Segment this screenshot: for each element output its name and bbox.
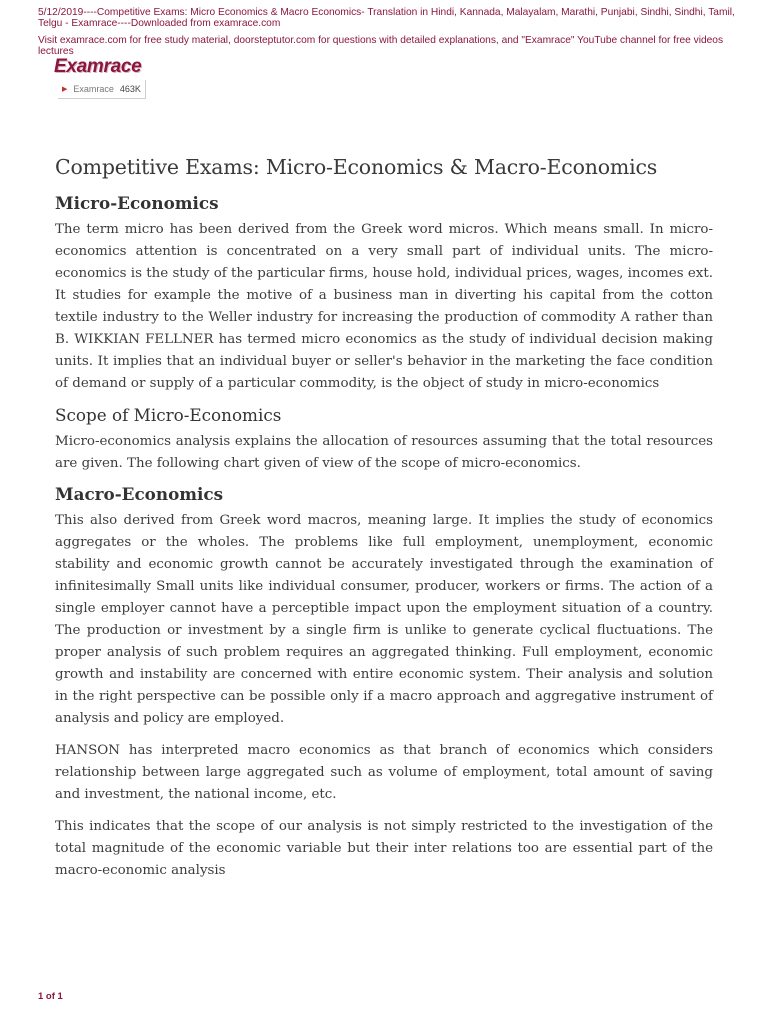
subscriber-count: 463K [119, 84, 141, 94]
youtube-subscribe-badge[interactable] [58, 80, 146, 99]
macro-paragraph: This indicates that the scope of our analysis is not simply restricted to the investigation of the total magnitude of the economic variable but their inter relations too are essential part of the macro-economic analysis [55, 819, 713, 878]
article [55, 150, 713, 882]
macro-economics-heading: Macro-Economics [55, 484, 224, 504]
page-title: Competitive Exams: Micro-Economics & Macro-Economics [55, 155, 658, 179]
examrace-logo[interactable]: Examrace [54, 56, 142, 77]
micro-economics-paragraph: The term micro has been derived from the Greek word micros. Which means small. In micro-economics attention is concentrated on a very small part of individual units. The micro-economics is the study of the particular firms, house hold, individual prices, wages, incomes ext. It studies for example the motive of a business man in diverting his capital from the cotton textile industry to the Weller industry for increasing the production of commodity A rather than B. WIKKIAN FELLNER has termed micro economics as the study of individual decision making units. It implies that an individual buyer or seller's behavior in the marketing the face condition of demand or supply of a particular commodity, is the object of study in micro-economics [55, 222, 713, 391]
channel-name: Examrace [73, 84, 114, 94]
scope-paragraph: Micro-economics analysis explains the allocation of resources assuming that the total resources are given. The following chart given of view of the scope of micro-economics. [55, 434, 713, 471]
micro-economics-heading: Micro-Economics [55, 193, 219, 213]
visit-line[interactable]: Visit examrace.com for free study material, doorsteptutor.com for questions with detailed explanations, and "Examrace" YouTube channel for free videos lectures [38, 35, 724, 57]
macro-paragraph: This also derived from Greek word macros, meaning large. It implies the study of economics aggregates or the wholes. The problems like full employment, unemployment, economic stability and economic growth cannot be accurately investigated through the examination of infinitesimally Small units like individual consumer, producer, workers or firms. The action of a single employer cannot have a perceptible impact upon the employment situation of a country. The production or investment by a single firm is unlike to generate cyclical fluctuations. The proper analysis of such problem requires an aggregated thinking. Full employment, economic growth and instability are concerned with entire economic system. Their analysis and solution in the right perspective can be possible only if a macro approach and aggregative instrument of analysis and policy are employed. [55, 513, 713, 726]
page-indicator: 1 of 1 [38, 991, 63, 1002]
youtube-play-icon: ▶ [62, 86, 68, 93]
download-header [38, 7, 738, 57]
scope-heading: Scope of Micro-Economics [55, 405, 282, 425]
macro-paragraph: HANSON has interpreted macro economics as that branch of economics which considers relationship between large aggregated such as volume of employment, total amount of saving and investment, the national income, etc. [55, 743, 713, 802]
header-line: 5/12/2019----Competitive Exams: Micro Economics & Macro Economics- Translation in Hindi, Kannada, Malayalam, Marathi, Punjabi, Sindhi, Sindhi, Tamil, Telgu - Examrace----Downloaded from examrace.com [38, 7, 735, 29]
